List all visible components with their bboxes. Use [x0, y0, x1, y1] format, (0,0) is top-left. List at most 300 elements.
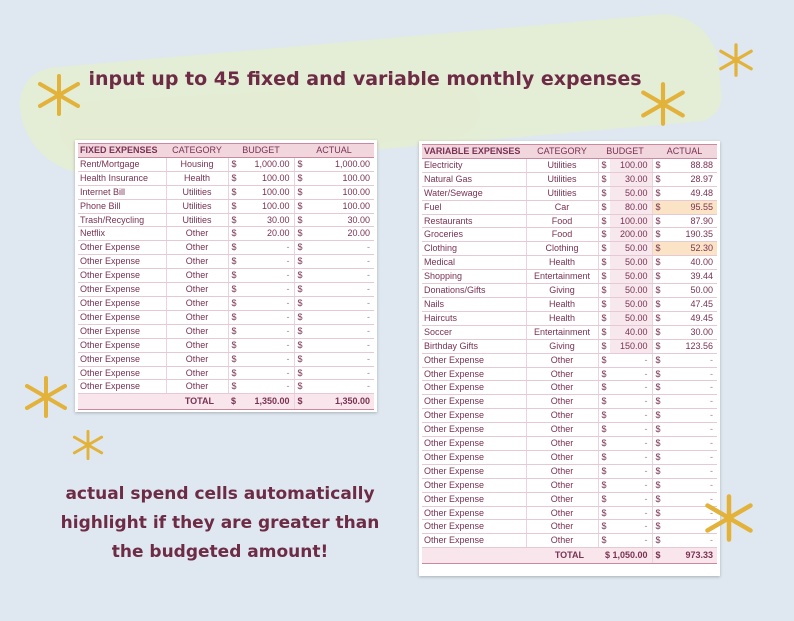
category-cell[interactable]: Utilities: [526, 172, 598, 186]
category-cell[interactable]: Other: [526, 353, 598, 367]
table-row: [422, 395, 717, 409]
budget-cell[interactable]: 200.00: [610, 228, 652, 242]
actual-cell[interactable]: 40.00: [664, 256, 717, 270]
expense-name-cell[interactable]: Phone Bill: [78, 199, 166, 213]
currency-symbol: $: [652, 520, 664, 534]
expense-name-cell[interactable]: Other Expense: [422, 492, 526, 506]
total-row: [78, 394, 374, 410]
currency-symbol: $: [228, 199, 240, 213]
table-row: [78, 227, 374, 241]
currency-symbol: $: [652, 284, 664, 298]
actual-cell[interactable]: 52.30: [664, 242, 717, 256]
currency-symbol: $: [598, 534, 610, 548]
caption-line: highlight if they are greater than: [60, 513, 380, 533]
budget-cell[interactable]: -: [240, 255, 294, 269]
currency-symbol: $: [294, 324, 306, 338]
table-row: [422, 534, 717, 548]
budget-cell[interactable]: -: [610, 492, 652, 506]
category-cell[interactable]: Other: [166, 269, 228, 283]
expense-name-cell[interactable]: Other Expense: [422, 437, 526, 451]
expense-name-cell[interactable]: Health Insurance: [78, 171, 166, 185]
budget-cell[interactable]: 100.00: [240, 199, 294, 213]
currency-symbol: $: [228, 227, 240, 241]
currency-symbol: $: [652, 186, 664, 200]
category-cell[interactable]: Car: [526, 200, 598, 214]
actual-cell[interactable]: -: [306, 269, 374, 283]
actual-cell[interactable]: -: [664, 506, 717, 520]
budget-cell[interactable]: 50.00: [610, 270, 652, 284]
actual-cell[interactable]: 95.55: [664, 200, 717, 214]
table-row: [422, 492, 717, 506]
budget-cell[interactable]: -: [610, 478, 652, 492]
currency-symbol: $: [652, 450, 664, 464]
expense-name-cell[interactable]: Other Expense: [422, 534, 526, 548]
expense-name-cell[interactable]: Other Expense: [422, 506, 526, 520]
table-row: [422, 172, 717, 186]
table-row: [422, 325, 717, 339]
actual-cell[interactable]: -: [664, 534, 717, 548]
category-cell[interactable]: Other: [526, 464, 598, 478]
budget-cell[interactable]: 80.00: [610, 200, 652, 214]
currency-symbol: $: [598, 437, 610, 451]
actual-cell[interactable]: -: [306, 255, 374, 269]
table-row: [422, 353, 717, 367]
star-icon: [34, 72, 84, 118]
table-row: [78, 157, 374, 171]
category-cell[interactable]: Giving: [526, 339, 598, 353]
expense-name-cell[interactable]: Other Expense: [422, 395, 526, 409]
currency-symbol: $: [598, 450, 610, 464]
category-cell[interactable]: Other: [166, 324, 228, 338]
expense-name-cell[interactable]: Internet Bill: [78, 185, 166, 199]
column-header-name: VARIABLE EXPENSES: [422, 145, 526, 159]
actual-cell[interactable]: 50.00: [664, 284, 717, 298]
actual-cell[interactable]: -: [306, 380, 374, 394]
actual-cell[interactable]: -: [664, 437, 717, 451]
currency-symbol: $: [294, 227, 306, 241]
currency-symbol: $: [228, 352, 240, 366]
actual-cell[interactable]: -: [306, 324, 374, 338]
table-row: [422, 297, 717, 311]
currency-symbol: $: [294, 338, 306, 352]
expense-name-cell[interactable]: Other Expense: [78, 283, 166, 297]
category-cell[interactable]: Health: [526, 311, 598, 325]
expense-name-cell[interactable]: Other Expense: [78, 241, 166, 255]
total-row: [422, 548, 717, 564]
budget-cell[interactable]: -: [610, 520, 652, 534]
currency-symbol: $: [294, 283, 306, 297]
actual-cell[interactable]: 100.00: [306, 199, 374, 213]
currency-symbol: $: [598, 492, 610, 506]
expense-name-cell[interactable]: Other Expense: [78, 352, 166, 366]
actual-cell[interactable]: 190.35: [664, 228, 717, 242]
expense-name-cell[interactable]: Trash/Recycling: [78, 213, 166, 227]
actual-cell[interactable]: -: [306, 241, 374, 255]
budget-cell[interactable]: -: [610, 381, 652, 395]
budget-cell[interactable]: -: [240, 296, 294, 310]
currency-symbol: $: [652, 256, 664, 270]
currency-symbol: $: [652, 478, 664, 492]
expense-name-cell[interactable]: Other Expense: [422, 478, 526, 492]
category-cell[interactable]: Other: [166, 352, 228, 366]
actual-cell[interactable]: 88.88: [664, 158, 717, 172]
currency-symbol: $: [652, 172, 664, 186]
column-header-budget: BUDGET: [228, 144, 294, 158]
currency-symbol: $: [598, 423, 610, 437]
currency-symbol: $: [228, 366, 240, 380]
table-row: [78, 255, 374, 269]
category-cell[interactable]: Housing: [166, 157, 228, 171]
column-header-category: CATEGORY: [526, 145, 598, 159]
budget-cell[interactable]: -: [240, 283, 294, 297]
category-cell[interactable]: Other: [526, 367, 598, 381]
actual-cell[interactable]: -: [664, 492, 717, 506]
expense-name-cell[interactable]: Haircuts: [422, 311, 526, 325]
total-actual: 973.33: [664, 548, 717, 564]
expense-name-cell[interactable]: Other Expense: [422, 353, 526, 367]
currency-symbol: $: [598, 353, 610, 367]
currency-symbol: $: [294, 269, 306, 283]
category-cell[interactable]: Other: [526, 437, 598, 451]
expense-name-cell[interactable]: Groceries: [422, 228, 526, 242]
budget-cell[interactable]: 50.00: [610, 284, 652, 298]
currency-symbol: $: [228, 255, 240, 269]
caption-line: the budgeted amount!: [111, 542, 329, 562]
category-cell[interactable]: Other: [166, 366, 228, 380]
currency-symbol: $: [294, 157, 306, 171]
table-row: [422, 520, 717, 534]
currency-symbol: $: [228, 394, 240, 410]
category-cell[interactable]: Entertainment: [526, 325, 598, 339]
actual-cell[interactable]: -: [306, 283, 374, 297]
category-cell[interactable]: Other: [166, 227, 228, 241]
actual-cell[interactable]: 49.45: [664, 311, 717, 325]
currency-symbol: $: [652, 339, 664, 353]
currency-symbol: $: [598, 200, 610, 214]
expense-name-cell[interactable]: Shopping: [422, 270, 526, 284]
actual-cell[interactable]: 100.00: [306, 185, 374, 199]
category-cell[interactable]: Other: [166, 338, 228, 352]
currency-symbol: $: [598, 284, 610, 298]
budget-cell[interactable]: -: [240, 269, 294, 283]
category-cell[interactable]: Other: [166, 310, 228, 324]
table-row: [78, 213, 374, 227]
table-row: [78, 269, 374, 283]
table-row: [422, 256, 717, 270]
expense-name-cell[interactable]: Other Expense: [422, 450, 526, 464]
budget-cell[interactable]: -: [610, 367, 652, 381]
expense-name-cell[interactable]: Other Expense: [78, 380, 166, 394]
currency-symbol: $: [228, 241, 240, 255]
budget-cell[interactable]: -: [240, 310, 294, 324]
expense-name-cell[interactable]: Other Expense: [422, 367, 526, 381]
actual-cell[interactable]: -: [664, 478, 717, 492]
expense-name-cell[interactable]: Rent/Mortgage: [78, 157, 166, 171]
table-row: [422, 367, 717, 381]
budget-cell[interactable]: -: [240, 352, 294, 366]
star-icon: [700, 492, 758, 544]
actual-cell[interactable]: 39.44: [664, 270, 717, 284]
table-row: [422, 464, 717, 478]
expense-name-cell[interactable]: Other Expense: [78, 255, 166, 269]
actual-cell[interactable]: -: [306, 352, 374, 366]
currency-symbol: $: [598, 339, 610, 353]
category-cell[interactable]: Entertainment: [526, 270, 598, 284]
budget-cell[interactable]: -: [240, 380, 294, 394]
currency-symbol: $: [652, 311, 664, 325]
table-header-row: [422, 145, 717, 159]
category-cell[interactable]: Other: [526, 395, 598, 409]
category-cell[interactable]: Food: [526, 228, 598, 242]
actual-cell[interactable]: -: [306, 296, 374, 310]
variable-expenses-body: [422, 158, 717, 547]
actual-cell[interactable]: 47.45: [664, 297, 717, 311]
category-cell[interactable]: Utilities: [526, 186, 598, 200]
currency-symbol: $: [652, 423, 664, 437]
budget-cell[interactable]: 50.00: [610, 311, 652, 325]
currency-symbol: $: [652, 367, 664, 381]
column-header-actual: ACTUAL: [294, 144, 374, 158]
currency-symbol: $: [598, 311, 610, 325]
actual-cell[interactable]: -: [306, 310, 374, 324]
actual-cell[interactable]: -: [664, 367, 717, 381]
budget-cell[interactable]: 150.00: [610, 339, 652, 353]
expense-name-cell[interactable]: Restaurants: [422, 214, 526, 228]
currency-symbol: $: [652, 270, 664, 284]
currency-symbol: $: [228, 283, 240, 297]
category-cell[interactable]: Other: [166, 255, 228, 269]
actual-cell[interactable]: -: [664, 409, 717, 423]
expense-name-cell[interactable]: Clothing: [422, 242, 526, 256]
actual-cell[interactable]: -: [664, 464, 717, 478]
budget-cell[interactable]: -: [610, 450, 652, 464]
currency-symbol: $: [598, 395, 610, 409]
currency-symbol: $: [228, 213, 240, 227]
category-cell[interactable]: Other: [526, 423, 598, 437]
budget-cell[interactable]: -: [240, 366, 294, 380]
budget-cell[interactable]: -: [610, 464, 652, 478]
table-row: [78, 338, 374, 352]
expense-name-cell[interactable]: Other Expense: [422, 464, 526, 478]
budget-cell[interactable]: -: [610, 423, 652, 437]
budget-cell[interactable]: 50.00: [610, 256, 652, 270]
category-cell[interactable]: Health: [166, 171, 228, 185]
expense-name-cell[interactable]: Nails: [422, 297, 526, 311]
table-row: [422, 478, 717, 492]
currency-symbol: $: [598, 520, 610, 534]
category-cell[interactable]: Other: [526, 409, 598, 423]
actual-cell[interactable]: 123.56: [664, 339, 717, 353]
category-cell[interactable]: Other: [526, 450, 598, 464]
category-cell[interactable]: Other: [526, 478, 598, 492]
headline: input up to 45 fixed and variable monthly expenses: [88, 68, 642, 90]
star-icon: [716, 40, 756, 80]
budget-cell[interactable]: -: [240, 241, 294, 255]
currency-symbol: $: [294, 241, 306, 255]
budget-cell[interactable]: 30.00: [610, 172, 652, 186]
expense-name-cell[interactable]: Water/Sewage: [422, 186, 526, 200]
expense-name-cell[interactable]: Other Expense: [422, 381, 526, 395]
budget-cell[interactable]: 1,000.00: [240, 157, 294, 171]
category-cell[interactable]: Other: [166, 283, 228, 297]
expense-name-cell[interactable]: Natural Gas: [422, 172, 526, 186]
currency-symbol: $: [598, 478, 610, 492]
variable-expenses-card: [419, 141, 720, 576]
category-cell[interactable]: Utilities: [166, 199, 228, 213]
category-cell[interactable]: Clothing: [526, 242, 598, 256]
currency-symbol: $: [228, 157, 240, 171]
budget-cell[interactable]: -: [610, 353, 652, 367]
budget-cell[interactable]: 100.00: [610, 158, 652, 172]
column-header-actual: ACTUAL: [652, 145, 717, 159]
fixed-expenses-card: [75, 140, 377, 412]
budget-cell[interactable]: -: [610, 409, 652, 423]
actual-cell[interactable]: 100.00: [306, 171, 374, 185]
expense-name-cell[interactable]: Other Expense: [78, 310, 166, 324]
table-row: [422, 214, 717, 228]
actual-cell[interactable]: -: [306, 366, 374, 380]
table-row: [422, 423, 717, 437]
currency-symbol: $: [598, 242, 610, 256]
category-cell[interactable]: Other: [166, 380, 228, 394]
currency-symbol: $: [652, 437, 664, 451]
expense-name-cell[interactable]: Other Expense: [78, 366, 166, 380]
expense-name-cell[interactable]: Birthday Gifts: [422, 339, 526, 353]
actual-cell[interactable]: 49.48: [664, 186, 717, 200]
column-header-name: FIXED EXPENSES: [78, 144, 166, 158]
category-cell[interactable]: Utilities: [526, 158, 598, 172]
budget-cell[interactable]: 40.00: [610, 325, 652, 339]
actual-cell[interactable]: 20.00: [306, 227, 374, 241]
category-cell[interactable]: Food: [526, 214, 598, 228]
star-icon: [637, 80, 689, 128]
budget-cell[interactable]: -: [610, 534, 652, 548]
budget-cell[interactable]: 100.00: [240, 185, 294, 199]
expense-name-cell[interactable]: Other Expense: [78, 338, 166, 352]
category-cell[interactable]: Other: [166, 296, 228, 310]
expense-name-cell[interactable]: Other Expense: [78, 324, 166, 338]
budget-cell[interactable]: -: [610, 395, 652, 409]
category-cell[interactable]: Giving: [526, 284, 598, 298]
expense-name-cell[interactable]: Soccer: [422, 325, 526, 339]
currency-symbol: $: [228, 310, 240, 324]
budget-cell[interactable]: -: [610, 437, 652, 451]
budget-cell[interactable]: 30.00: [240, 213, 294, 227]
category-cell[interactable]: Utilities: [166, 185, 228, 199]
currency-symbol: $: [598, 256, 610, 270]
caption: [40, 480, 400, 567]
category-cell[interactable]: Health: [526, 256, 598, 270]
table-row: [78, 310, 374, 324]
expense-name-cell[interactable]: Medical: [422, 256, 526, 270]
table-row: [422, 158, 717, 172]
actual-cell[interactable]: -: [664, 353, 717, 367]
actual-cell[interactable]: 28.97: [664, 172, 717, 186]
currency-symbol: $: [598, 214, 610, 228]
category-cell[interactable]: Other: [526, 534, 598, 548]
budget-cell[interactable]: 50.00: [610, 297, 652, 311]
expense-name-cell[interactable]: Donations/Gifts: [422, 284, 526, 298]
actual-cell[interactable]: -: [664, 423, 717, 437]
currency-symbol: $: [228, 324, 240, 338]
table-row: [78, 380, 374, 394]
category-cell[interactable]: Other: [166, 241, 228, 255]
total-label: TOTAL: [422, 548, 598, 564]
table-row: [422, 450, 717, 464]
category-cell[interactable]: Other: [526, 506, 598, 520]
currency-symbol: $: [228, 338, 240, 352]
table-row: [422, 311, 717, 325]
fixed-expenses-table: [78, 143, 374, 410]
currency-symbol: $: [598, 172, 610, 186]
currency-symbol: $: [598, 297, 610, 311]
currency-symbol: $: [598, 506, 610, 520]
currency-symbol: $: [228, 296, 240, 310]
currency-symbol: $: [598, 228, 610, 242]
actual-cell[interactable]: 30.00: [306, 213, 374, 227]
actual-cell[interactable]: -: [664, 450, 717, 464]
currency-symbol: $: [294, 310, 306, 324]
currency-symbol: $: [652, 492, 664, 506]
table-row: [422, 242, 717, 256]
actual-cell[interactable]: -: [306, 338, 374, 352]
budget-cell[interactable]: 100.00: [610, 214, 652, 228]
table-row: [78, 283, 374, 297]
budget-cell[interactable]: 20.00: [240, 227, 294, 241]
category-cell[interactable]: Other: [526, 520, 598, 534]
currency-symbol: $: [294, 394, 306, 410]
expense-name-cell[interactable]: Netflix: [78, 227, 166, 241]
budget-cell[interactable]: 50.00: [610, 242, 652, 256]
expense-name-cell[interactable]: Electricity: [422, 158, 526, 172]
expense-name-cell[interactable]: Fuel: [422, 200, 526, 214]
actual-cell[interactable]: 30.00: [664, 325, 717, 339]
total-budget: 1,350.00: [240, 394, 294, 410]
expense-name-cell[interactable]: Other Expense: [78, 269, 166, 283]
currency-symbol: $: [294, 380, 306, 394]
currency-symbol: $: [652, 325, 664, 339]
budget-cell[interactable]: -: [610, 506, 652, 520]
budget-cell[interactable]: 100.00: [240, 171, 294, 185]
column-header-category: CATEGORY: [166, 144, 228, 158]
currency-symbol: $: [598, 464, 610, 478]
category-cell[interactable]: Health: [526, 297, 598, 311]
expense-name-cell[interactable]: Other Expense: [422, 423, 526, 437]
table-row: [422, 228, 717, 242]
table-row: [78, 199, 374, 213]
table-row: [78, 241, 374, 255]
table-row: [78, 366, 374, 380]
actual-cell[interactable]: 1,000.00: [306, 157, 374, 171]
expense-name-cell[interactable]: Other Expense: [422, 409, 526, 423]
currency-symbol: $: [652, 548, 664, 564]
currency-symbol: $: [652, 395, 664, 409]
category-cell[interactable]: Other: [526, 492, 598, 506]
category-cell[interactable]: Utilities: [166, 213, 228, 227]
budget-cell[interactable]: -: [240, 338, 294, 352]
expense-name-cell[interactable]: Other Expense: [78, 296, 166, 310]
actual-cell[interactable]: -: [664, 395, 717, 409]
actual-cell[interactable]: -: [664, 381, 717, 395]
actual-cell[interactable]: 87.90: [664, 214, 717, 228]
category-cell[interactable]: Other: [526, 381, 598, 395]
budget-cell[interactable]: -: [240, 324, 294, 338]
currency-symbol: $: [294, 366, 306, 380]
expense-name-cell[interactable]: Other Expense: [422, 520, 526, 534]
table-row: [422, 339, 717, 353]
budget-cell[interactable]: 50.00: [610, 186, 652, 200]
currency-symbol: $: [652, 200, 664, 214]
